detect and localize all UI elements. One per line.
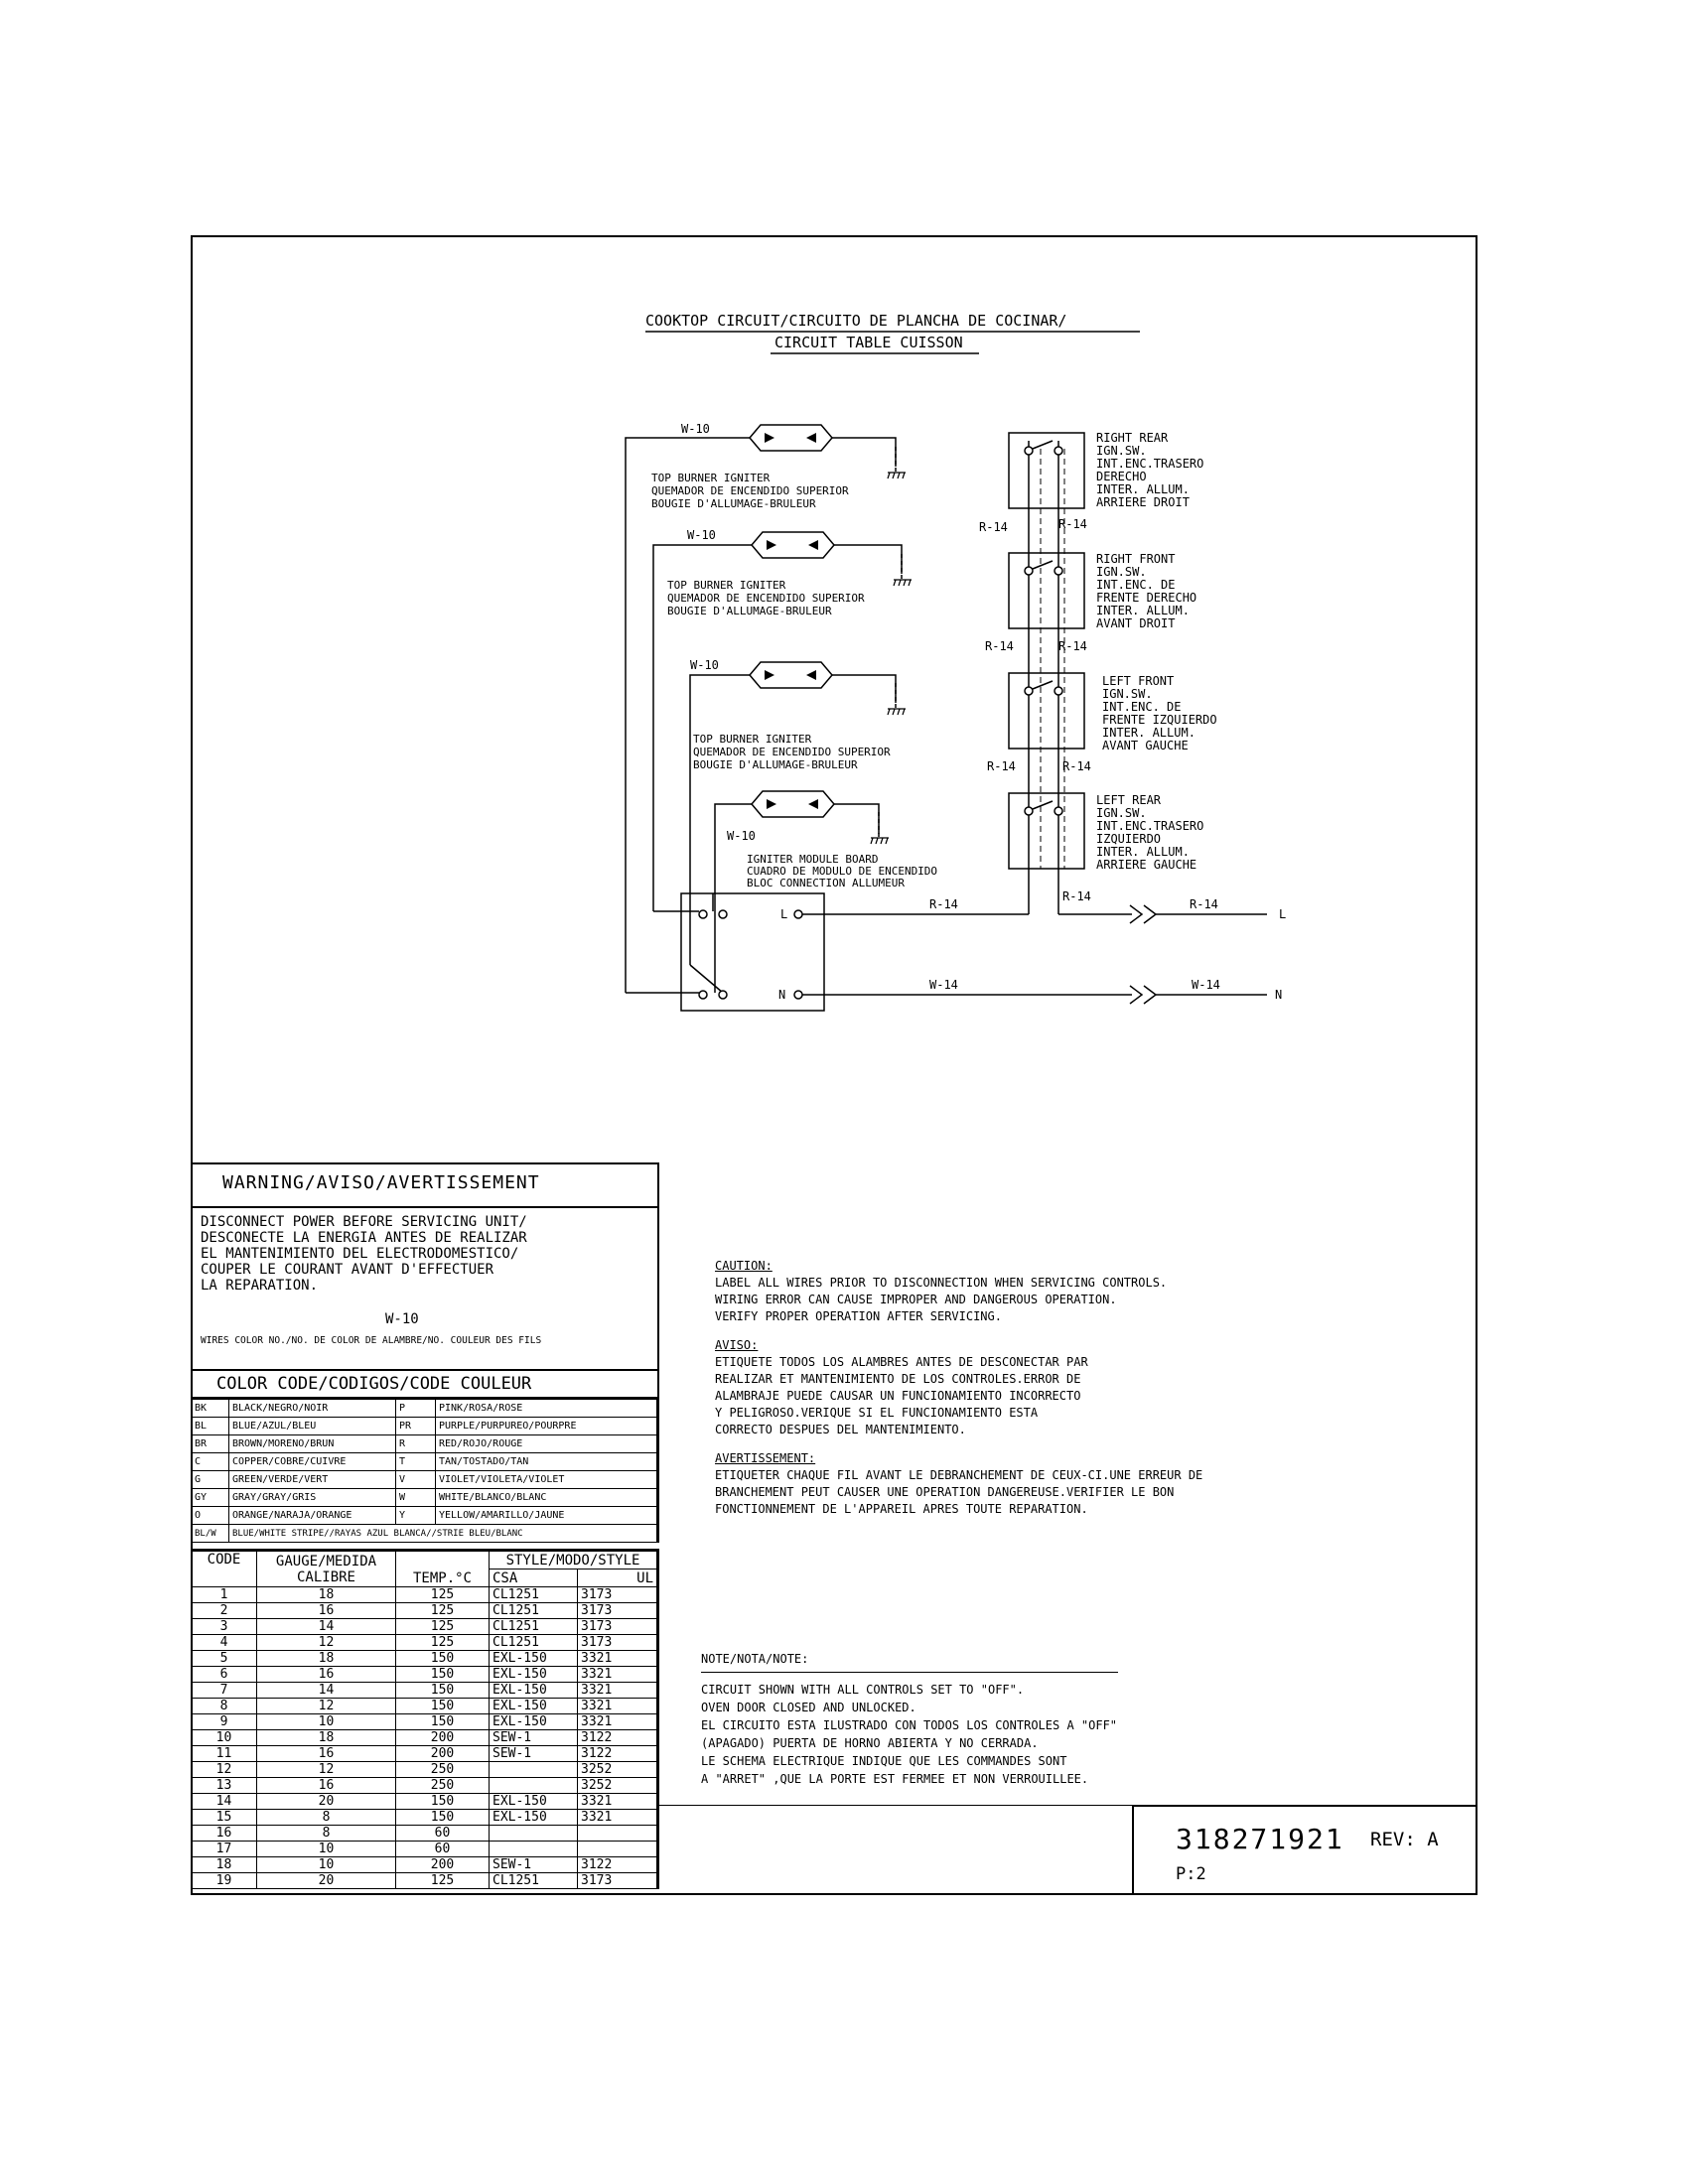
svg-text:QUEMADOR DE ENCENDIDO SUPERIOR: QUEMADOR DE ENCENDIDO SUPERIOR — [667, 592, 865, 605]
supply-terminal-n: N — [1275, 988, 1283, 1002]
module-terminal-n: N — [778, 988, 786, 1002]
svg-text:INT.ENC. DE: INT.ENC. DE — [1102, 700, 1182, 714]
gauge-table — [191, 1549, 659, 1889]
wires-legend: WIRES COLOR NO./NO. DE COLOR DE ALAMBRE/NO. COULEUR DES FILS — [201, 1335, 542, 1346]
svg-text:IGN.SW.: IGN.SW. — [1096, 444, 1147, 458]
gauge-table-row: 4 12 125 CL1251 3173 — [192, 1635, 657, 1651]
color-code-row: C COPPER/COBRE/CUIVRE T TAN/TOSTADO/TAN — [192, 1453, 657, 1471]
gauge-table-row: 5 18 150 EXL-150 3321 — [192, 1651, 657, 1667]
wire-label-r14-h: R-14 — [1062, 889, 1091, 903]
svg-text:DERECHO: DERECHO — [1096, 470, 1147, 483]
svg-text:INTER. ALLUM.: INTER. ALLUM. — [1096, 482, 1190, 496]
color-code-title: COLOR CODE/CODIGOS/CODE COULEUR — [191, 1371, 657, 1399]
svg-text:AVANT DROIT: AVANT DROIT — [1096, 616, 1176, 630]
svg-text:LEFT FRONT: LEFT FRONT — [1102, 674, 1175, 688]
svg-text:RIGHT REAR: RIGHT REAR — [1096, 431, 1169, 445]
wire-label-r14-a: R-14 — [979, 520, 1008, 534]
svg-text:IGN.SW.: IGN.SW. — [1096, 806, 1147, 820]
avertissement-heading: AVERTISSEMENT: — [715, 1451, 816, 1465]
svg-text:INTER. ALLUM.: INTER. ALLUM. — [1096, 604, 1190, 617]
igniter-label-2 — [667, 579, 865, 617]
svg-text:ARRIERE GAUCHE: ARRIERE GAUCHE — [1096, 858, 1197, 872]
warning-box — [191, 1162, 659, 1369]
wire-label-r14-e: R-14 — [987, 759, 1016, 773]
supply-terminal-l: L — [1279, 907, 1287, 921]
ground-symbols — [871, 473, 912, 844]
svg-text:BOUGIE D'ALLUMAGE-BRULEUR: BOUGIE D'ALLUMAGE-BRULEUR — [667, 605, 832, 617]
svg-text:INTER. ALLUM.: INTER. ALLUM. — [1102, 726, 1196, 740]
gauge-table-row: 1 18 125 CL1251 3173 — [192, 1587, 657, 1603]
svg-text:IGN.SW.: IGN.SW. — [1102, 687, 1153, 701]
header-csa: CSA — [490, 1570, 578, 1587]
svg-text:IZQUIERDO: IZQUIERDO — [1096, 832, 1162, 846]
caution-notes: CAUTION: LABEL ALL WIRES PRIOR TO DISCONNECTION WHEN SERVICING CONTROLS. WIRING ERROR CAN CAUSE IMPROPER AND DANGEROUS OPERATION. VERIFY PROPER OPERATION AFTER SERVICING. AVISO: ETIQUETE TODOS LOS ALAMBRES ANTES DE DESCONECTAR PAR REALIZAR ET MANTENIMIENTO DE LOS CONTROLES.ERROR DE ALAMBRAJE PUEDE CAUSAR UN FUNCIONAMIENTO INCORRECTO Y PELIGROSO.VERIQUE SI EL FUNCIONAMIENTO ESTA CORRECTO DESPUES DEL MANTENIMIENTO. AVERTISSEMENT: ETIQUETER CHAQUE FIL AVANT LE DEBRANCHEMENT DE CEUX-CI.UNE ERREUR DE BRANCHEMENT PEUT CAUSER UNE OPERATION DANGEREUSE.VERIFIER LE BON FONCTIONNEMENT DE L'APPAREIL APRES TOUTE REPARATION. — [715, 1259, 1203, 1516]
svg-text:LEFT REAR: LEFT REAR — [1096, 793, 1162, 807]
wire-label-w10-3: W-10 — [690, 658, 719, 672]
gauge-table-row: 3 14 125 CL1251 3173 — [192, 1619, 657, 1635]
svg-text:BLOC CONNECTION ALLUMEUR: BLOC CONNECTION ALLUMEUR — [747, 877, 905, 889]
svg-text:TOP BURNER IGNITER: TOP BURNER IGNITER — [651, 472, 771, 484]
svg-text:ARRIERE DROIT: ARRIERE DROIT — [1096, 495, 1190, 509]
igniter-label-3 — [693, 733, 891, 771]
igniter-label-1 — [651, 472, 849, 510]
gauge-table-row: 17 10 60 — [192, 1842, 657, 1857]
svg-text:BOUGIE D'ALLUMAGE-BRULEUR: BOUGIE D'ALLUMAGE-BRULEUR — [693, 758, 858, 771]
wire-label-w14-b: W-14 — [1192, 978, 1220, 992]
caution-heading: CAUTION: — [715, 1259, 773, 1273]
gauge-table-row: 7 14 150 EXL-150 3321 — [192, 1683, 657, 1699]
gauge-table-row: 16 8 60 — [192, 1826, 657, 1842]
gauge-table-row: 18 10 200 SEW-1 3122 — [192, 1857, 657, 1873]
svg-text:RIGHT FRONT: RIGHT FRONT — [1096, 552, 1176, 566]
module-terminal-l: L — [780, 907, 788, 921]
svg-text:CUADRO DE MODULO DE ENCENDIDO: CUADRO DE MODULO DE ENCENDIDO — [747, 865, 938, 878]
svg-text:BOUGIE D'ALLUMAGE-BRULEUR: BOUGIE D'ALLUMAGE-BRULEUR — [651, 497, 816, 510]
warning-title: WARNING/AVISO/AVERTISSEMENT — [222, 1172, 540, 1193]
svg-text:INT.ENC.TRASERO: INT.ENC.TRASERO — [1096, 457, 1204, 471]
wire-label-r14-b: R-14 — [1058, 517, 1087, 531]
wire-label-w10-4: W-10 — [727, 829, 756, 843]
warning-text: DISCONNECT POWER BEFORE SERVICING UNIT/ DESCONECTE LA ENERGIA ANTES DE REALIZAR EL MANTENIMIENTO DEL ELECTRODOMESTICO/ COUPER LE COURANT AVANT D'EFFECTUER LA REPARATION. — [201, 1214, 527, 1294]
color-code-row: GY GRAY/GRAY/GRIS W WHITE/BLANCO/BLANC — [192, 1489, 657, 1507]
svg-text:TOP BURNER IGNITER: TOP BURNER IGNITER — [693, 733, 812, 746]
svg-text:IGNITER MODULE BOARD: IGNITER MODULE BOARD — [747, 853, 879, 866]
header-code: CODE — [192, 1552, 257, 1587]
diagram-title-line2: CIRCUIT TABLE CUISSON — [774, 334, 963, 351]
svg-text:INT.ENC. DE: INT.ENC. DE — [1096, 578, 1176, 592]
wire-label-w14-a: W-14 — [929, 978, 958, 992]
gauge-table-row: 8 12 150 EXL-150 3321 — [192, 1699, 657, 1714]
color-code-row: G GREEN/VERDE/VERT V VIOLET/VIOLETA/VIOLET — [192, 1471, 657, 1489]
svg-text:TOP BURNER IGNITER: TOP BURNER IGNITER — [667, 579, 786, 592]
diagram-title-line1: COOKTOP CIRCUIT/CIRCUITO DE PLANCHA DE COCINAR/ — [645, 312, 1067, 330]
color-code-row: BR BROWN/MORENO/BRUN R RED/ROJO/ROUGE — [192, 1435, 657, 1453]
gauge-table-row: 15 8 150 EXL-150 3321 — [192, 1810, 657, 1826]
wire-label-r14-d: R-14 — [1058, 639, 1087, 653]
wire-label-w10-2: W-10 — [687, 528, 716, 542]
wire-label-r14-g: R-14 — [929, 897, 958, 911]
svg-text:FRENTE IZQUIERDO: FRENTE IZQUIERDO — [1102, 713, 1217, 727]
color-code-row: BL BLUE/AZUL/BLEU PR PURPLE/PURPUREO/POURPRE — [192, 1418, 657, 1435]
title-block — [1132, 1805, 1477, 1895]
gauge-table-row: 14 20 150 EXL-150 3321 — [192, 1794, 657, 1810]
wire-label-r14-c: R-14 — [985, 639, 1014, 653]
wire-label-w10-1: W-10 — [681, 422, 710, 436]
gauge-table-row: 9 10 150 EXL-150 3321 — [192, 1714, 657, 1730]
revision: REV: A — [1370, 1829, 1439, 1850]
color-code-row: O ORANGE/NARAJA/ORANGE Y YELLOW/AMARILLO/JAUNE — [192, 1507, 657, 1525]
gauge-table-row: 2 16 125 CL1251 3173 — [192, 1603, 657, 1619]
color-code-row-stripe: BL/W BLUE/WHITE STRIPE//RAYAS AZUL BLANCA//STRIE BLEU/BLANC — [192, 1525, 657, 1543]
gauge-table-row: 19 20 125 CL1251 3173 — [192, 1873, 657, 1889]
aviso-heading: AVISO: — [715, 1338, 759, 1352]
header-ul: UL — [578, 1570, 657, 1587]
note-heading: NOTE/NOTA/NOTE: — [701, 1650, 868, 1673]
circuit-note: NOTE/NOTA/NOTE: CIRCUIT SHOWN WITH ALL CONTROLS SET TO "OFF". OVEN DOOR CLOSED AND UNLOCKED. EL CIRCUITO ESTA ILUSTRADO CON TODOS LOS CONTROLES A "OFF" (APAGADO) PUERTA DE HORNO ABIERTA Y NO CERRADA. LE SCHEMA ELECTRIQUE INDIQUE QUE LES COMMANDES SONT A "ARRET" ,QUE LA PORTE EST FERMEE ET NON VERROUILLEE. — [701, 1652, 1118, 1786]
header-temp: TEMP.°C — [396, 1552, 490, 1587]
svg-text:INTER. ALLUM.: INTER. ALLUM. — [1096, 845, 1190, 859]
gauge-table-row: 6 16 150 EXL-150 3321 — [192, 1667, 657, 1683]
svg-text:QUEMADOR DE ENCENDIDO SUPERIOR: QUEMADOR DE ENCENDIDO SUPERIOR — [693, 746, 891, 758]
header-gauge: GAUGE/MEDIDA CALIBRE — [257, 1552, 396, 1587]
gauge-table-row: 10 18 200 SEW-1 3122 — [192, 1730, 657, 1746]
svg-text:IGN.SW.: IGN.SW. — [1096, 565, 1147, 579]
gauge-table-row: 13 16 250 3252 — [192, 1778, 657, 1794]
switch-label-right-rear — [1096, 431, 1203, 509]
gauge-table-row: 11 16 200 SEW-1 3122 — [192, 1746, 657, 1762]
header-style: STYLE/MODO/STYLE — [490, 1552, 657, 1570]
color-code-row: BK BLACK/NEGRO/NOIR P PINK/ROSA/ROSE — [192, 1400, 657, 1418]
page-number: P:2 — [1176, 1864, 1206, 1884]
igniter-module-board-label — [747, 853, 937, 889]
gauge-table-row: 12 12 250 3252 — [192, 1762, 657, 1778]
svg-text:INT.ENC.TRASERO: INT.ENC.TRASERO — [1096, 819, 1204, 833]
warning-w10-example: W-10 — [385, 1311, 419, 1327]
svg-text:AVANT GAUCHE: AVANT GAUCHE — [1102, 739, 1189, 752]
switch-label-left-front — [1102, 674, 1217, 752]
part-number: 318271921 — [1176, 1823, 1344, 1855]
svg-text:QUEMADOR DE ENCENDIDO SUPERIOR: QUEMADOR DE ENCENDIDO SUPERIOR — [651, 484, 849, 497]
color-code-table — [191, 1369, 659, 1543]
wire-label-r14-f: R-14 — [1062, 759, 1091, 773]
wire-label-r14-i: R-14 — [1190, 897, 1218, 911]
switch-label-left-rear — [1096, 793, 1203, 872]
svg-text:FRENTE DERECHO: FRENTE DERECHO — [1096, 591, 1197, 605]
switch-label-right-front — [1096, 552, 1196, 630]
